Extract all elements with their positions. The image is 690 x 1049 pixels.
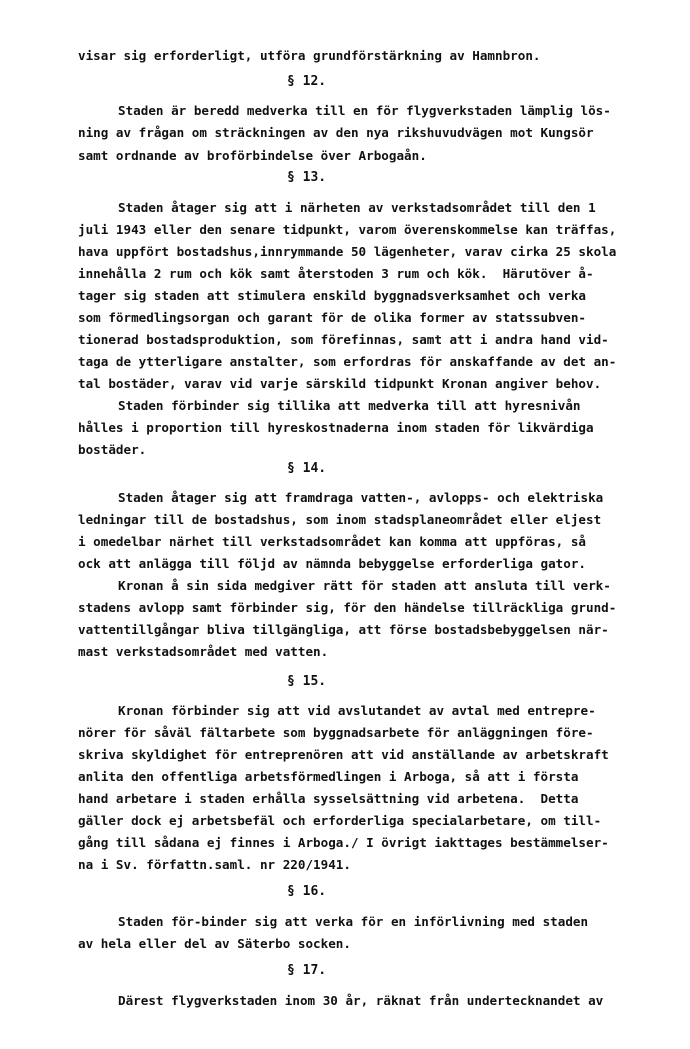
text-line: mast verkstadsområdet med vatten. [78,644,329,659]
text-line: som förmedlingsorgan och garant för de olika former av statssubven- [78,310,586,325]
section-heading: § 12. [287,74,327,89]
text-line: bostäder. [78,442,147,457]
text-line: gång till sådana ej finnes i Arboga./ I övrigt iakttages bestämmelser- [78,835,609,850]
section-heading: § 16. [287,884,327,899]
text-line: Staden förbinder sig tillika att medverka till att hyresnivån [118,398,581,413]
text-line: ning av frågan om sträckningen av den nya rikshuvudvägen mot Kungsör [78,125,594,140]
text-line: hand arbetare i staden erhålla sysselsättning vid arbetena. Detta [78,791,579,806]
text-line: hava uppfört bostadshus,innrymmande 50 lägenheter, varav cirka 25 skola [78,244,617,259]
text-line: na i Sv. författn.saml. nr 220/1941. [78,857,351,872]
text-line: tager sig staden att stimulera enskild byggnadsverksamhet och verka [78,288,586,303]
text-line: Staden åtager sig att i närheten av verkstadsområdet till den 1 [118,200,596,215]
text-line: nörer för såväl fältarbete som byggnadsarbete för anläggningen före- [78,725,594,740]
text-line: anlita den offentliga arbetsförmedlingen i Arboga, så att i första [78,769,579,784]
text-line: tionerad bostadsproduktion, som förefinnas, samt att i andra hand vid- [78,332,609,347]
text-line: stadens avlopp samt förbinder sig, för den händelse tillräckliga grund- [78,600,617,615]
text-line: Kronan å sin sida medgiver rätt för staden att ansluta till verk- [118,578,611,593]
text-line: skriva skyldighet för entreprenören att vid anställande av arbetskraft [78,747,609,762]
text-line: tal bostäder, varav vid varje särskild tidpunkt Kronan angiver behov. [78,376,602,391]
text-line: ledningar till de bostadshus, som inom stadsplaneområdet eller eljest [78,512,602,527]
section-heading: § 14. [287,461,327,476]
text-line: gäller dock ej arbetsbefäl och erforderliga specialarbetare, om till- [78,813,602,828]
text-line: Staden åtager sig att framdraga vatten-, avlopps- och elektriska [118,490,604,505]
text-line: hålles i proportion till hyreskostnaderna inom staden för likvärdiga [78,420,594,435]
text-line: Kronan förbinder sig att vid avslutandet av avtal med entrepre- [118,703,596,718]
text-line: juli 1943 eller den senare tidpunkt, varom överenskommelse kan träffas, [78,222,617,237]
section-heading: § 13. [287,170,327,185]
section-heading: § 17. [287,963,327,978]
text-line: innehålla 2 rum och kök samt återstoden 3 rum och kök. Härutöver å- [78,266,594,281]
section-heading: § 15. [287,674,327,689]
text-line: samt ordnande av broförbindelse över Arbogaån. [78,148,427,163]
text-line: visar sig erforderligt, utföra grundförstärkning av Hamnbron. [78,48,541,63]
text-line: av hela eller del av Säterbo socken. [78,936,351,951]
text-line: ock att anlägga till följd av nämnda bebyggelse erforderliga gator. [78,556,586,571]
text-line: taga de ytterligare anstalter, som erfordras för anskaffande av det an- [78,354,617,369]
text-line: Staden är beredd medverka till en för flygverkstaden lämplig lös- [118,103,611,118]
text-line: Staden för-binder sig att verka för en införlivning med staden [118,914,589,929]
text-line: Därest flygverkstaden inom 30 år, räknat från undertecknandet av [118,993,604,1008]
text-line: i omedelbar närhet till verkstadsområdet kan komma att uppföras, så [78,534,586,549]
text-line: vattentillgångar bliva tillgängliga, att förse bostadsbebyggelsen när- [78,622,609,637]
